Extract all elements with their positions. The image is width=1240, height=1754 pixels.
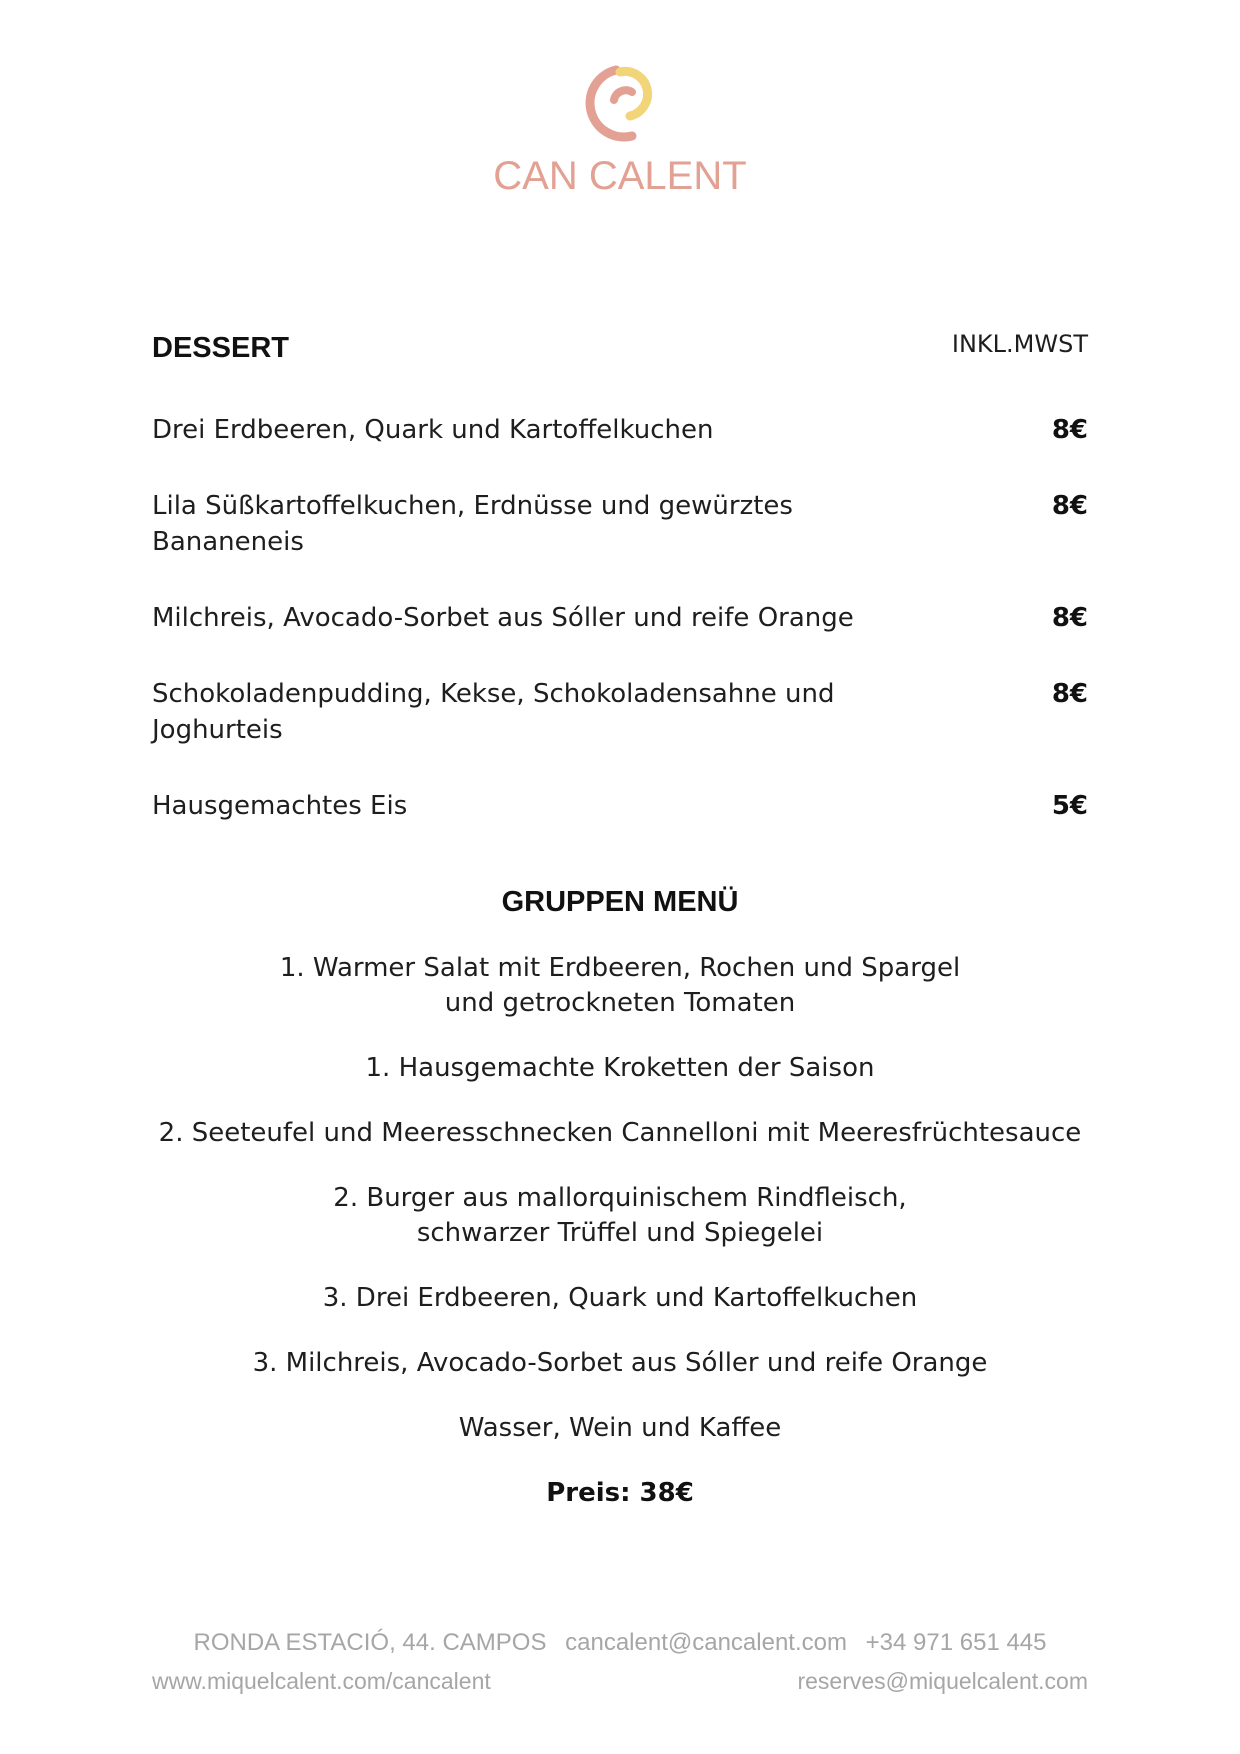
dessert-item bbox=[152, 788, 1088, 824]
course-item bbox=[0, 951, 1240, 1021]
logo bbox=[0, 56, 1240, 198]
dessert-item bbox=[152, 676, 1088, 748]
course-item bbox=[0, 1116, 1240, 1151]
course-line: 2. Seeteufel und Meeresschnecken Cannelloni mit Meeresfrüchtesauce bbox=[158, 1118, 1082, 1148]
footer-phone[interactable]: +34 971 651 445 bbox=[865, 1629, 1047, 1656]
group-menu-price: Preis: 38€ bbox=[546, 1478, 694, 1508]
course-line: 1. Hausgemachte Kroketten der Saison bbox=[365, 1053, 875, 1083]
dessert-dish: Drei Erdbeeren, Quark und Kartoffelkuchen bbox=[152, 415, 714, 445]
course-list bbox=[0, 951, 1240, 1381]
group-menu bbox=[0, 886, 1240, 1511]
course-item bbox=[0, 1281, 1240, 1316]
course-line: 3. Drei Erdbeeren, Quark und Kartoffelkuchen bbox=[322, 1283, 918, 1313]
footer-reservations-email[interactable]: reserves@miquelcalent.com bbox=[797, 1668, 1088, 1694]
footer-email[interactable]: cancalent@cancalent.com bbox=[565, 1629, 847, 1656]
dessert-dish: Hausgemachtes Eis bbox=[152, 791, 408, 821]
footer bbox=[152, 1628, 1088, 1696]
footer-contact-line bbox=[152, 1628, 1088, 1658]
dessert-dish: Lila Süßkartoffelkuchen, Erdnüsse und gewürztes Bananeneis bbox=[152, 491, 793, 557]
dessert-header bbox=[152, 330, 1088, 370]
tax-note: INKL.MWST bbox=[951, 330, 1088, 358]
dessert-title: DESSERT bbox=[152, 332, 289, 364]
course-line: und getrockneten Tomaten bbox=[444, 988, 796, 1018]
course-item bbox=[0, 1181, 1240, 1251]
course-item bbox=[0, 1051, 1240, 1086]
dessert-price: 8€ bbox=[1051, 603, 1088, 633]
course-line: schwarzer Trüffel und Spiegelei bbox=[416, 1218, 824, 1248]
dessert-item bbox=[152, 600, 1088, 636]
dessert-dish: Milchreis, Avocado-Sorbet aus Sóller und reife Orange bbox=[152, 603, 854, 633]
course-line: 2. Burger aus mallorquinischem Rindfleisch, bbox=[333, 1183, 907, 1213]
dessert-price: 8€ bbox=[1051, 679, 1088, 709]
dessert-price: 8€ bbox=[1051, 415, 1088, 445]
course-item bbox=[0, 1346, 1240, 1381]
footer-website-link[interactable]: www.miquelcalent.com/cancalent bbox=[152, 1668, 491, 1694]
dessert-dish: Schokoladenpudding, Kekse, Schokoladensahne und Joghurteis bbox=[152, 679, 835, 745]
dessert-item bbox=[152, 412, 1088, 448]
dessert-list bbox=[152, 412, 1088, 864]
course-line: 3. Milchreis, Avocado-Sorbet aus Sóller und reife Orange bbox=[252, 1348, 988, 1378]
dessert-item bbox=[152, 488, 1088, 560]
drinks-line: Wasser, Wein und Kaffee bbox=[458, 1413, 782, 1443]
dessert-price: 5€ bbox=[1051, 791, 1088, 821]
group-menu-title: GRUPPEN MENÜ bbox=[501, 886, 739, 918]
footer-address: RONDA ESTACIÓ, 44. CAMPOS bbox=[193, 1629, 547, 1656]
dessert-price: 8€ bbox=[1051, 491, 1088, 521]
can-calent-logo-icon bbox=[580, 56, 660, 146]
footer-links-line bbox=[152, 1666, 1088, 1696]
course-line: 1. Warmer Salat mit Erdbeeren, Rochen und Spargel bbox=[279, 953, 961, 983]
brand-name: CAN CALENT bbox=[493, 154, 747, 198]
